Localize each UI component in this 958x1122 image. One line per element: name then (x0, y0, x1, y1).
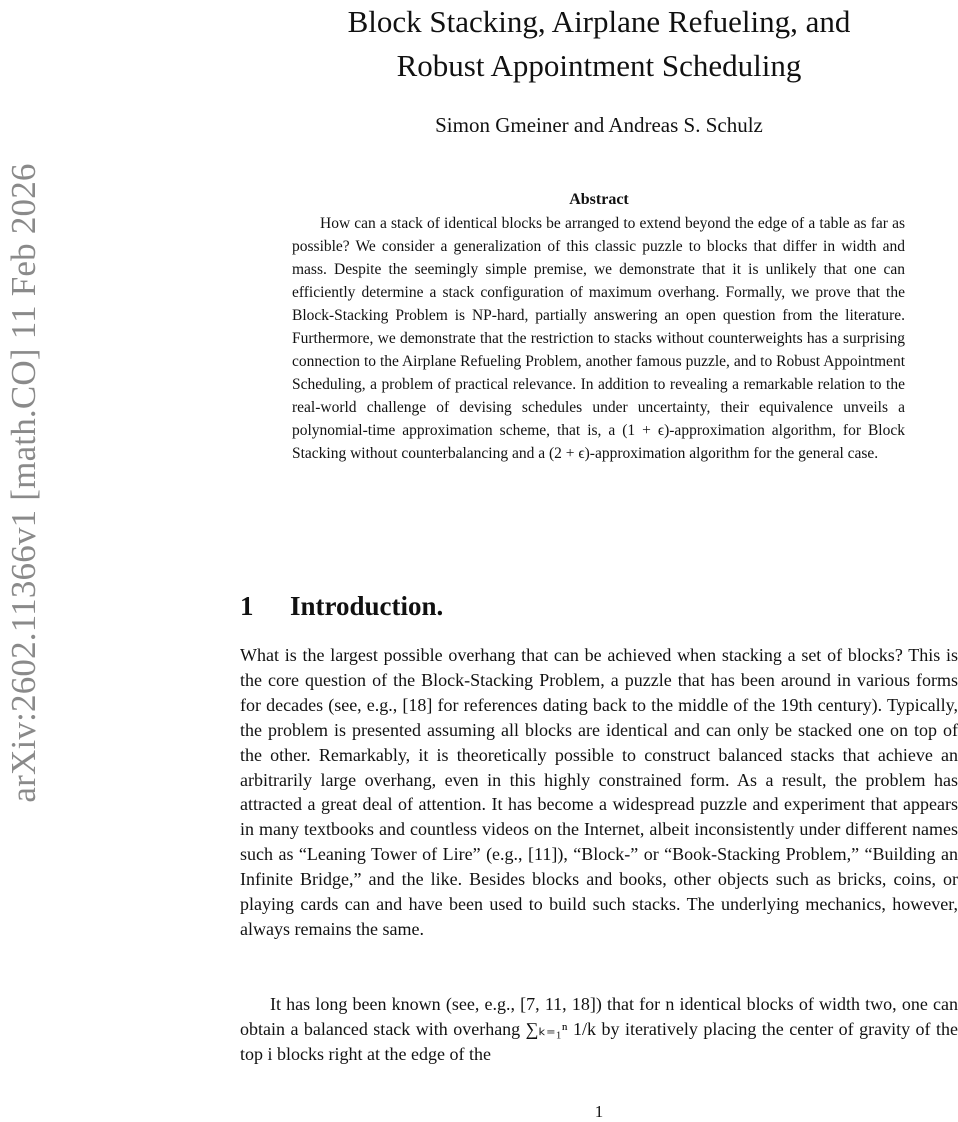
section-title: Introduction. (290, 591, 444, 621)
abstract-heading: Abstract (569, 191, 629, 208)
paper-title-line-1: Block Stacking, Airplane Refueling, and (347, 4, 851, 39)
paper-title (240, 0, 958, 88)
abstract-text: How can a stack of identical blocks be arranged to extend beyond the edge of a table as far as possible? We consider a generalization of this classic puzzle to blocks that differ in width and mass. Despite the seemingly simple premise, we demonstrate that it is unlikely that one can efficiently determine a stack configuration of maximum overhang. Formally, we prove that the Block-Stacking Problem is NP-hard, partially answering an open question from the literature. Furthermore, we demonstrate that the restriction to stacks without counterweights has a surprising connection to the Airplane Refueling Problem, another famous puzzle, and to Robust Appointment Scheduling, a problem of practical relevance. In addition to revealing a remarkable relation to the real-world challenge of devising schedules under uncertainty, their equivalence unveils a polynomial-time approximation scheme, that is, a (1 + ϵ)-approximation algorithm, for Block Stacking without counterbalancing and a (2 + ϵ)-approximation algorithm for the general case. (292, 215, 905, 462)
paper-authors: Simon Gmeiner and Andreas S. Schulz (435, 113, 763, 137)
page-number: 1 (594, 1102, 604, 1121)
body-paragraph-1: What is the largest possible overhang that can be achieved when stacking a set of blocks? This is the core question of the Block-Stacking Problem, a puzzle that has been around in various forms for decades (see, e.g., [18] for references dating back to the middle of the 19th century). Typically, the problem is presented assuming all blocks are identical and can only be stacked one on top of the other. Remarkably, it is theoretically possible to construct balanced stacks that achieve an arbitrarily large overhang, even in this highly constrained form. As a result, the problem has attracted a great deal of attention. It has become a widespread puzzle and experiment that appears in many textbooks and countless videos on the Internet, albeit inconsistently under different names such as “Leaning Tower of Lire” (e.g., [11]), “Block-” or “Book-Stacking Problem,” “Building an Infinite Bridge,” and the like. Besides blocks and books, other objects such as bricks, coins, or playing cards can and have been used to build such stacks. The underlying mechanics, however, always remains the same. (240, 645, 958, 939)
arxiv-identifier-text: arXiv:2602.11366v1 [math.CO] 11 Feb 2026 (4, 163, 43, 803)
paper-title-line-2: Robust Appointment Scheduling (396, 48, 802, 83)
arxiv-identifier (2, 96, 46, 871)
section-heading (240, 588, 958, 624)
section-number: 1 (240, 591, 254, 621)
body-paragraph-2: It has long been known (see, e.g., [7, 11, 18]) that for n identical blocks of width two, one can obtain a balanced stack with overhang ∑ₖ₌₁ⁿ 1/k by iteratively placing the center of gravity of the top i blocks right at the edge of the (240, 994, 958, 1064)
